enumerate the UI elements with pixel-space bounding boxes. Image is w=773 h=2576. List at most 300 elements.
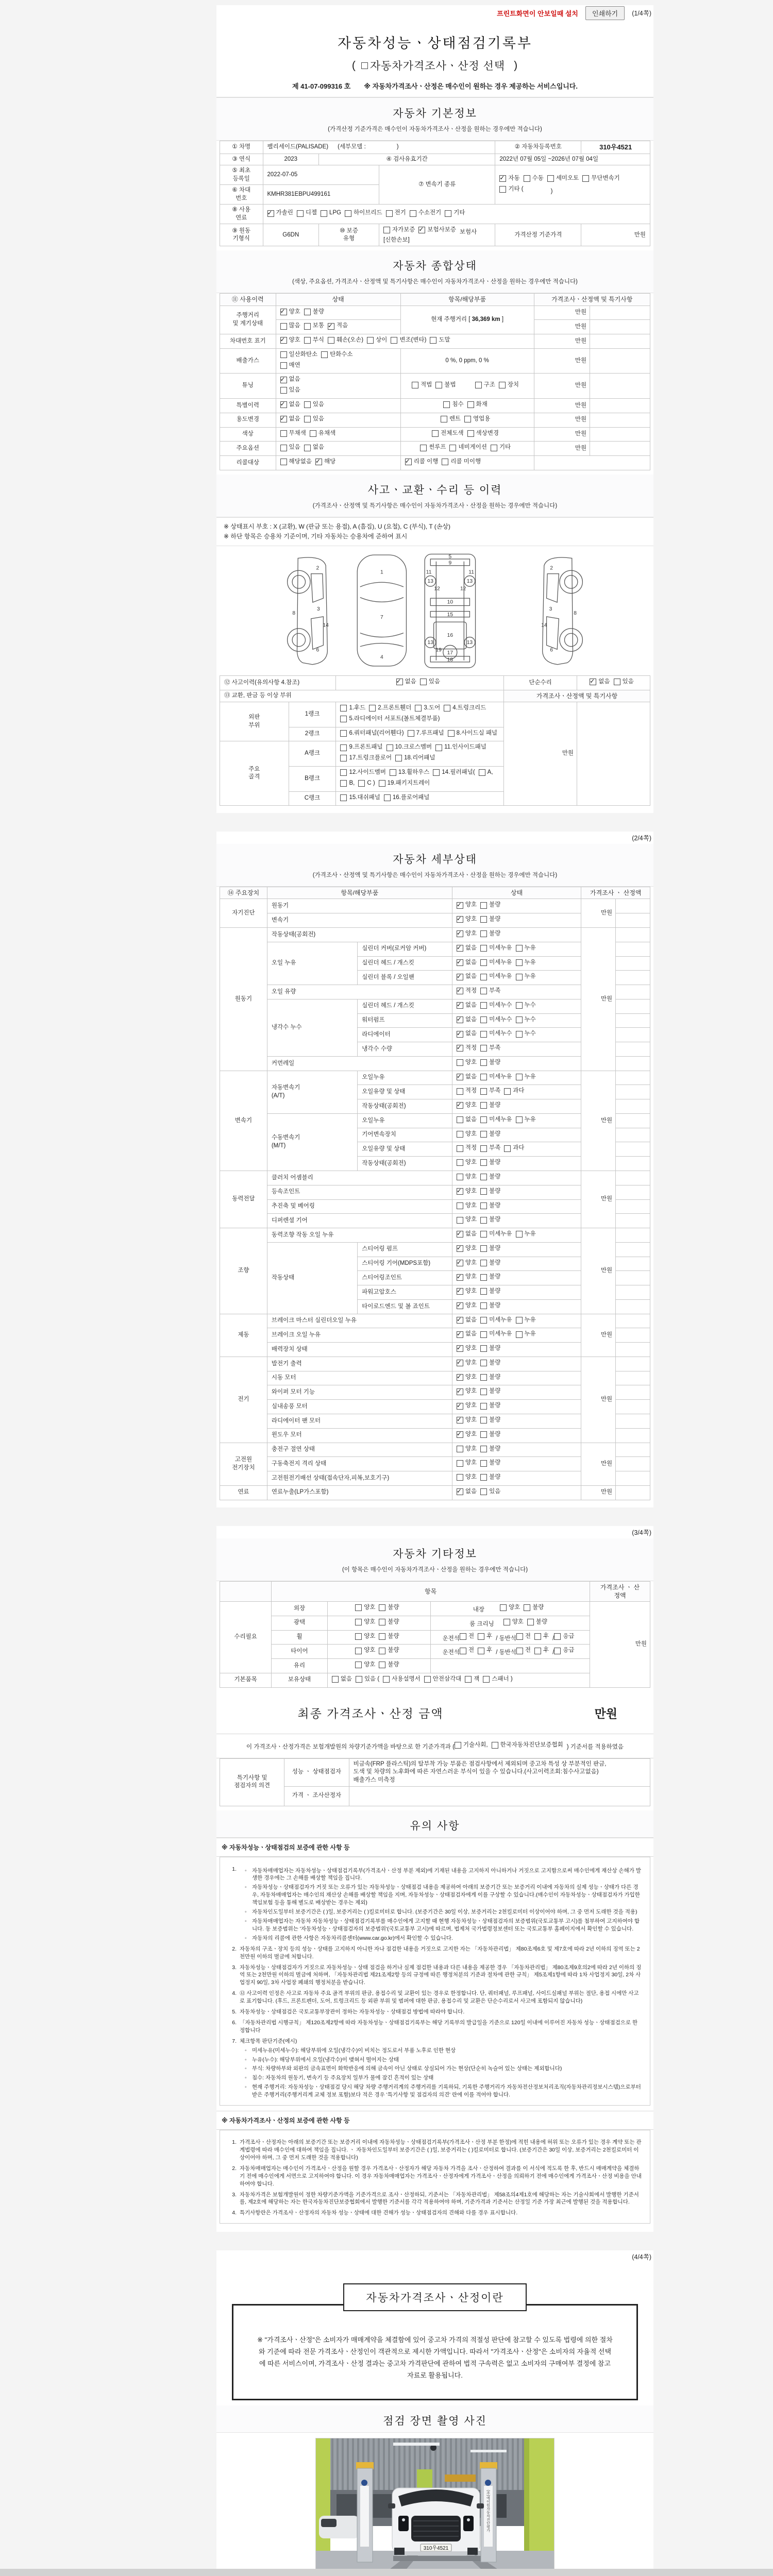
- checkbox[interactable]: [457, 1317, 463, 1324]
- checkbox[interactable]: [478, 1648, 484, 1654]
- checkbox[interactable]: [280, 362, 287, 369]
- checkbox[interactable]: [457, 945, 463, 952]
- checkbox[interactable]: [614, 679, 620, 685]
- table-row: [220, 1758, 650, 1786]
- checkbox[interactable]: [457, 1116, 463, 1123]
- section-notice-title: 유의 사항: [410, 1820, 460, 1832]
- checkbox[interactable]: [500, 1604, 507, 1611]
- checkbox[interactable]: [480, 1145, 487, 1152]
- table-cell: 오일누유: [358, 1071, 452, 1085]
- checkbox[interactable]: [457, 902, 463, 909]
- checkbox[interactable]: [480, 1102, 487, 1109]
- checkbox[interactable]: [457, 988, 463, 994]
- text: (세부모델 :: [338, 144, 366, 150]
- table-cell: [276, 374, 400, 399]
- option: [457, 1374, 477, 1382]
- checkbox[interactable]: [361, 62, 368, 69]
- checkbox[interactable]: [480, 1045, 487, 1052]
- option-label: 있음: [312, 401, 324, 408]
- option: [480, 1259, 500, 1267]
- checkbox[interactable]: [516, 1016, 523, 1023]
- checkbox[interactable]: [457, 1417, 463, 1423]
- option: [534, 1633, 549, 1641]
- checkbox[interactable]: [297, 210, 304, 217]
- option-label: 전체도색: [441, 430, 464, 436]
- checkbox[interactable]: [442, 459, 448, 465]
- checkbox[interactable]: [492, 1742, 498, 1749]
- checkbox[interactable]: [280, 401, 287, 408]
- checkbox[interactable]: [328, 337, 334, 344]
- checkbox[interactable]: [480, 1059, 487, 1066]
- checkbox[interactable]: [332, 1676, 339, 1683]
- checkbox[interactable]: [384, 794, 391, 801]
- checkbox[interactable]: [516, 1116, 523, 1123]
- checkbox[interactable]: [367, 337, 374, 344]
- table-cell: 기어변속장치: [358, 1128, 452, 1142]
- checkbox[interactable]: [457, 1159, 463, 1166]
- checkbox[interactable]: [430, 337, 436, 344]
- checkbox[interactable]: [590, 679, 596, 685]
- checkbox[interactable]: [480, 916, 487, 923]
- table-cell: [616, 1257, 650, 1271]
- checkbox[interactable]: [480, 1474, 487, 1481]
- checkbox[interactable]: [379, 1633, 385, 1640]
- checkbox[interactable]: [280, 377, 287, 383]
- option: [457, 1387, 477, 1396]
- checkbox[interactable]: [356, 1676, 362, 1683]
- checkbox[interactable]: [379, 780, 385, 787]
- checkbox[interactable]: [457, 1474, 463, 1481]
- option: [480, 1245, 500, 1253]
- checkbox[interactable]: [480, 1345, 487, 1352]
- checkbox[interactable]: [480, 988, 487, 994]
- notice-item: [227, 1866, 643, 1942]
- checkbox[interactable]: [480, 1360, 487, 1366]
- checkbox[interactable]: [457, 1031, 463, 1038]
- notice-bullet: [245, 2065, 643, 2073]
- checkbox[interactable]: [432, 430, 439, 437]
- checkbox[interactable]: [340, 730, 347, 737]
- checkbox[interactable]: [480, 1088, 487, 1095]
- option: [443, 401, 463, 409]
- checkbox[interactable]: [420, 679, 427, 685]
- checkbox[interactable]: [480, 1202, 487, 1209]
- checkbox[interactable]: [355, 1662, 362, 1668]
- option: [460, 1633, 474, 1641]
- bullet-marker: ◦: [245, 2084, 247, 2091]
- checkbox[interactable]: [480, 1174, 487, 1180]
- checkbox[interactable]: [304, 337, 311, 344]
- option: [328, 336, 363, 345]
- checkbox[interactable]: [457, 1388, 463, 1395]
- option-label: 양호: [465, 1202, 477, 1209]
- table-cell: [327, 1645, 430, 1659]
- checkbox[interactable]: [457, 1488, 463, 1495]
- checkbox[interactable]: [457, 1059, 463, 1066]
- table-cell: 작동상태(공회전): [358, 1099, 452, 1114]
- checkbox[interactable]: [524, 175, 530, 182]
- table-cell: [616, 1199, 650, 1214]
- table-cell: 만원: [534, 374, 590, 399]
- checkbox[interactable]: [304, 323, 311, 330]
- checkbox[interactable]: [441, 416, 447, 422]
- checkbox[interactable]: [340, 794, 347, 801]
- table-cell: [616, 1414, 650, 1429]
- checkbox[interactable]: [457, 1245, 463, 1252]
- checkbox[interactable]: [480, 1417, 487, 1423]
- table-cell: G6DN: [263, 224, 319, 246]
- checkbox[interactable]: [340, 744, 347, 751]
- option: [379, 1661, 399, 1669]
- table-cell: [452, 1185, 581, 1199]
- checkbox[interactable]: [355, 1604, 362, 1611]
- checkbox[interactable]: [480, 1016, 487, 1023]
- checkbox[interactable]: [340, 780, 347, 787]
- checkbox[interactable]: [280, 430, 287, 437]
- table-cell: [616, 1242, 650, 1257]
- checkbox[interactable]: [304, 309, 311, 315]
- checkbox[interactable]: [457, 1231, 463, 1238]
- table-cell: 2023: [263, 154, 319, 165]
- checkbox[interactable]: [499, 186, 506, 193]
- checkbox[interactable]: [457, 1460, 463, 1467]
- table-cell: [590, 374, 650, 399]
- checkbox[interactable]: [480, 1488, 487, 1495]
- option: [280, 376, 300, 384]
- checkbox[interactable]: [457, 1446, 463, 1452]
- final-price-label: 최종 가격조사ㆍ산정 금액: [297, 1706, 444, 1720]
- checkbox[interactable]: [516, 1002, 523, 1009]
- checkbox[interactable]: [478, 1633, 484, 1640]
- checkbox[interactable]: [516, 1074, 523, 1080]
- checkbox[interactable]: [483, 1676, 490, 1683]
- table-cell: [452, 971, 581, 985]
- option: [480, 1202, 500, 1210]
- checkbox[interactable]: [355, 1633, 362, 1640]
- checkbox[interactable]: [457, 1403, 463, 1410]
- checkbox[interactable]: [480, 1274, 487, 1281]
- checkbox[interactable]: [457, 974, 463, 980]
- checkbox[interactable]: [480, 1302, 487, 1309]
- option-label: 불량: [489, 1474, 501, 1481]
- checkbox[interactable]: [467, 430, 474, 437]
- checkbox[interactable]: [499, 175, 506, 182]
- checkbox[interactable]: [355, 1619, 362, 1625]
- checkbox[interactable]: [516, 1633, 523, 1640]
- bullet-marker: ◦: [245, 1935, 247, 1941]
- option-label: 과다: [513, 1145, 525, 1151]
- checkbox[interactable]: [516, 959, 523, 966]
- checkbox[interactable]: [391, 337, 397, 344]
- checkbox[interactable]: [415, 705, 422, 711]
- checkbox[interactable]: [480, 1217, 487, 1224]
- checkbox[interactable]: [280, 459, 287, 465]
- checkbox[interactable]: [480, 1317, 487, 1324]
- option: [516, 1030, 536, 1038]
- notice-item-number: 3.: [232, 1964, 237, 1971]
- option-label: 있음: [312, 415, 324, 422]
- checkbox[interactable]: [379, 1662, 385, 1668]
- checkbox[interactable]: [433, 769, 440, 776]
- option: [457, 1402, 477, 1410]
- checkbox[interactable]: [457, 1102, 463, 1109]
- checkbox[interactable]: [457, 1202, 463, 1209]
- option: [504, 1087, 524, 1095]
- checkbox[interactable]: [355, 1648, 362, 1654]
- checkbox[interactable]: [516, 974, 523, 980]
- checkbox[interactable]: [386, 210, 393, 217]
- checkbox[interactable]: [457, 1088, 463, 1095]
- checkbox[interactable]: [457, 1002, 463, 1009]
- checkbox[interactable]: [527, 1619, 534, 1625]
- checkbox[interactable]: [480, 1288, 487, 1295]
- table-row: [220, 1443, 650, 1457]
- checkbox[interactable]: [435, 744, 442, 751]
- checkbox[interactable]: [464, 416, 471, 422]
- notice-item-number: 1.: [232, 2139, 237, 2146]
- checkbox[interactable]: [457, 916, 463, 923]
- checkbox[interactable]: [554, 1648, 561, 1654]
- checkbox[interactable]: [396, 679, 403, 685]
- checkbox[interactable]: [340, 716, 347, 722]
- bullet-marker: ◦: [245, 2047, 247, 2054]
- option-label: 양호: [508, 1604, 520, 1611]
- checkbox[interactable]: [449, 445, 456, 451]
- checkbox[interactable]: [480, 1260, 487, 1266]
- checkbox[interactable]: [457, 1217, 463, 1224]
- checkbox[interactable]: [457, 1302, 463, 1309]
- checkbox[interactable]: [345, 210, 351, 217]
- checkbox[interactable]: [386, 744, 393, 751]
- checkbox[interactable]: [524, 1604, 530, 1611]
- option-label: 양호: [465, 1345, 477, 1352]
- table-row: [220, 1673, 650, 1687]
- checkbox[interactable]: [504, 1145, 511, 1152]
- checkbox[interactable]: [480, 1159, 487, 1166]
- checkbox[interactable]: [390, 769, 396, 776]
- option-label: 양호: [465, 1159, 477, 1166]
- checkbox[interactable]: [480, 902, 487, 909]
- option-label: 불량: [489, 1059, 501, 1065]
- checkbox[interactable]: [410, 210, 416, 217]
- checkbox[interactable]: [457, 1174, 463, 1180]
- page-marker-1: (1/4쪽): [632, 10, 651, 17]
- option-label: 불량: [489, 1374, 501, 1380]
- table-cell: [452, 985, 581, 999]
- checkbox[interactable]: [516, 1231, 523, 1238]
- checkbox[interactable]: [504, 1088, 511, 1095]
- checkbox[interactable]: [304, 416, 311, 422]
- option-label: 19.패키지트레이: [387, 779, 430, 786]
- checkbox[interactable]: [547, 175, 554, 182]
- checkbox[interactable]: [435, 382, 442, 388]
- checkbox[interactable]: [480, 1374, 487, 1381]
- checkbox[interactable]: [328, 323, 334, 330]
- option: [524, 175, 544, 183]
- checkbox[interactable]: [480, 1231, 487, 1238]
- checkbox[interactable]: [516, 1648, 523, 1654]
- checkbox[interactable]: [315, 459, 322, 465]
- checkbox[interactable]: [280, 387, 287, 394]
- option: [355, 1618, 375, 1626]
- svg-text:5: 5: [448, 554, 452, 560]
- checkbox[interactable]: [457, 1288, 463, 1295]
- checkbox[interactable]: [516, 1317, 523, 1324]
- option: [340, 715, 440, 723]
- option: [516, 1116, 536, 1124]
- checkbox[interactable]: [516, 1331, 523, 1338]
- checkbox[interactable]: [457, 1074, 463, 1080]
- checkbox[interactable]: [534, 1648, 541, 1654]
- checkbox[interactable]: [480, 1460, 487, 1467]
- checkbox[interactable]: [457, 1260, 463, 1266]
- checkbox[interactable]: [554, 1633, 561, 1640]
- table-cell: [431, 1659, 590, 1673]
- checkbox[interactable]: [379, 1619, 385, 1625]
- checkbox[interactable]: [480, 1431, 487, 1438]
- checkbox[interactable]: [480, 945, 487, 952]
- checkbox[interactable]: [304, 401, 311, 408]
- checkbox[interactable]: [408, 730, 414, 737]
- checkbox[interactable]: [457, 1274, 463, 1281]
- option-label: 불량: [312, 308, 324, 315]
- checkbox[interactable]: [457, 1045, 463, 1052]
- option-label: 세미오토: [556, 175, 579, 181]
- checkbox[interactable]: [475, 382, 482, 388]
- option: [524, 1604, 544, 1612]
- checkbox[interactable]: [480, 1388, 487, 1395]
- checkbox[interactable]: [383, 1676, 390, 1683]
- checkbox[interactable]: [480, 1131, 487, 1138]
- table-cell: [452, 1199, 581, 1214]
- print-button[interactable]: 인쇄하기: [585, 6, 625, 20]
- table-cell: 만원: [581, 1314, 616, 1357]
- checkbox[interactable]: [480, 1074, 487, 1080]
- checkbox[interactable]: [457, 1431, 463, 1438]
- checkbox[interactable]: [280, 323, 287, 330]
- checkbox[interactable]: [457, 1374, 463, 1381]
- checkbox[interactable]: [457, 1345, 463, 1352]
- option: [457, 1202, 477, 1210]
- checkbox[interactable]: [479, 769, 485, 776]
- table-cell: 제동: [220, 1314, 267, 1357]
- checkbox[interactable]: [516, 1031, 523, 1038]
- checkbox[interactable]: [480, 959, 487, 966]
- checkbox[interactable]: [280, 337, 287, 344]
- checkbox[interactable]: [405, 459, 412, 465]
- option-label: 영업용: [473, 415, 491, 422]
- page-3: [216, 1538, 653, 2232]
- option: [480, 987, 500, 995]
- checkbox[interactable]: [424, 1676, 431, 1683]
- checkbox[interactable]: [395, 755, 402, 761]
- checkbox[interactable]: [480, 1331, 487, 1338]
- checkbox[interactable]: [457, 1016, 463, 1023]
- notice-section-head: ※ 자동차성능ㆍ상태점검의 보증에 관한 사항 등: [216, 1838, 653, 1857]
- checkbox[interactable]: [480, 1116, 487, 1123]
- checkbox[interactable]: [445, 210, 451, 217]
- section-photos-title: 점검 장면 촬영 사진: [383, 2415, 487, 2428]
- checkbox[interactable]: [457, 930, 463, 937]
- notice-bullet: [245, 1918, 643, 1933]
- table-cell: [452, 1171, 581, 1185]
- checkbox[interactable]: [418, 227, 425, 233]
- checkbox[interactable]: [480, 1446, 487, 1452]
- checkbox[interactable]: [503, 1619, 510, 1625]
- option: [480, 1402, 500, 1410]
- table-cell: ⑩ 보증 유형: [319, 224, 379, 246]
- checkbox[interactable]: [534, 1633, 541, 1640]
- checkbox[interactable]: [448, 730, 455, 737]
- checkbox[interactable]: [280, 416, 287, 422]
- option-label: 없음: [465, 1331, 477, 1337]
- checkbox[interactable]: [460, 1648, 466, 1654]
- checkbox[interactable]: [491, 445, 497, 451]
- table-cell: 워터펌프: [358, 1013, 452, 1028]
- option-label: 양호: [364, 1662, 376, 1668]
- checkbox[interactable]: [480, 930, 487, 937]
- checkbox[interactable]: [582, 175, 589, 182]
- checkbox[interactable]: [480, 1002, 487, 1009]
- checkbox[interactable]: [457, 1145, 463, 1152]
- checkbox[interactable]: [379, 1648, 385, 1654]
- checkbox[interactable]: [480, 974, 487, 980]
- checkbox[interactable]: [379, 1604, 385, 1611]
- checkbox[interactable]: [465, 1676, 472, 1683]
- checkbox[interactable]: [310, 430, 316, 437]
- checkbox[interactable]: [457, 1331, 463, 1338]
- checkbox[interactable]: [280, 351, 287, 358]
- checkbox[interactable]: [480, 1403, 487, 1410]
- checkbox[interactable]: [460, 1633, 466, 1640]
- checkbox[interactable]: [499, 382, 506, 388]
- checkbox[interactable]: [457, 959, 463, 966]
- checkbox[interactable]: [412, 382, 418, 388]
- checkbox[interactable]: [369, 705, 376, 711]
- svg-text:13: 13: [466, 640, 473, 646]
- document-column: [216, 5, 653, 2576]
- checkbox[interactable]: [457, 1360, 463, 1366]
- checkbox[interactable]: [267, 210, 274, 217]
- checkbox[interactable]: [480, 1245, 487, 1252]
- checkbox[interactable]: [443, 401, 450, 408]
- table-cell: [452, 1471, 581, 1486]
- checkbox[interactable]: [457, 1188, 463, 1195]
- checkbox[interactable]: [457, 1131, 463, 1138]
- checkbox[interactable]: [480, 1031, 487, 1038]
- table-row: [220, 294, 650, 306]
- checkbox[interactable]: [280, 309, 287, 315]
- checkbox[interactable]: [467, 401, 474, 408]
- checkbox[interactable]: [516, 945, 523, 952]
- table-cell: [616, 1457, 650, 1471]
- checkbox[interactable]: [383, 227, 390, 233]
- checkbox[interactable]: [480, 1188, 487, 1195]
- checkbox[interactable]: [340, 755, 347, 761]
- checkbox[interactable]: [340, 769, 347, 776]
- option: [480, 1044, 500, 1053]
- checkbox[interactable]: [420, 445, 427, 451]
- checkbox[interactable]: [321, 210, 327, 217]
- checkbox[interactable]: [444, 705, 450, 711]
- print-helper-link[interactable]: 프린트화면이 안보일때 설치: [497, 9, 578, 18]
- checkbox[interactable]: [455, 1742, 461, 1749]
- checkbox[interactable]: [358, 780, 365, 787]
- checkbox[interactable]: [304, 445, 311, 451]
- checkbox[interactable]: [340, 705, 347, 711]
- checkbox[interactable]: [321, 351, 328, 358]
- checkbox[interactable]: [280, 445, 287, 451]
